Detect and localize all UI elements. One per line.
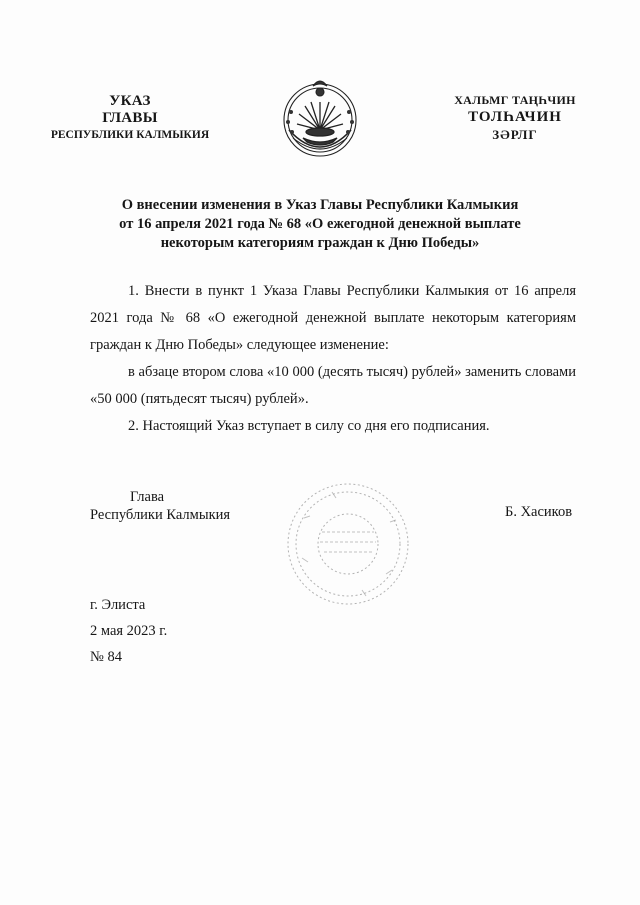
title-line3: некоторым категориям граждан к Дню Победы» <box>160 235 480 251</box>
decree-body <box>90 278 576 440</box>
signatory-title <box>90 488 230 524</box>
paragraph-2: в абзаце втором слова «10 000 (десять тысяч) рублей» заменить словами «50 000 (пятьдесят тысяч) рублей». <box>90 364 576 407</box>
header-right-line3: ЗӘРЛГ <box>492 127 538 142</box>
signatory-name: Б. Хасиков <box>505 504 573 520</box>
signatory-title-line2: Республики Калмыкия <box>90 507 231 523</box>
header-right-line1: ХАЛЬМГ ТАҢҺЧИН <box>454 93 576 107</box>
header-left-line2: ГЛАВЫ <box>102 110 158 126</box>
title-line1: О внесении изменения в Указ Главы Республики Калмыкия <box>121 197 519 213</box>
paragraph-3: 2. Настоящий Указ вступает в силу со дня его подписания. <box>128 418 490 434</box>
header-right <box>430 92 600 143</box>
header-left-line3: РЕСПУБЛИКИ КАЛМЫКИЯ <box>50 129 210 141</box>
header-left-line1: УКАЗ <box>109 93 151 109</box>
decree-number: № 84 <box>90 649 122 665</box>
signatory-title-line1: Глава <box>130 489 165 505</box>
decree-title <box>80 196 560 253</box>
header-right-line2: ТОЛҺАЧИН <box>468 109 562 125</box>
coat-of-arms-icon <box>275 72 365 164</box>
document-footer <box>90 592 167 670</box>
official-seal-icon <box>282 478 414 610</box>
issue-date: 2 мая 2023 г. <box>90 623 168 639</box>
title-line2: от 16 апреля 2021 года № 68 «О ежегодной денежной выплате <box>119 216 521 232</box>
paragraph-1: 1. Внести в пункт 1 Указа Главы Республики Калмыкия от 16 апреля 2021 года № 68 «О ежегодной денежной выплате некоторым категориям граждан к Дню Победы» следующее изменение: <box>90 283 576 353</box>
issue-city: г. Элиста <box>90 597 146 613</box>
header-left <box>30 93 230 144</box>
